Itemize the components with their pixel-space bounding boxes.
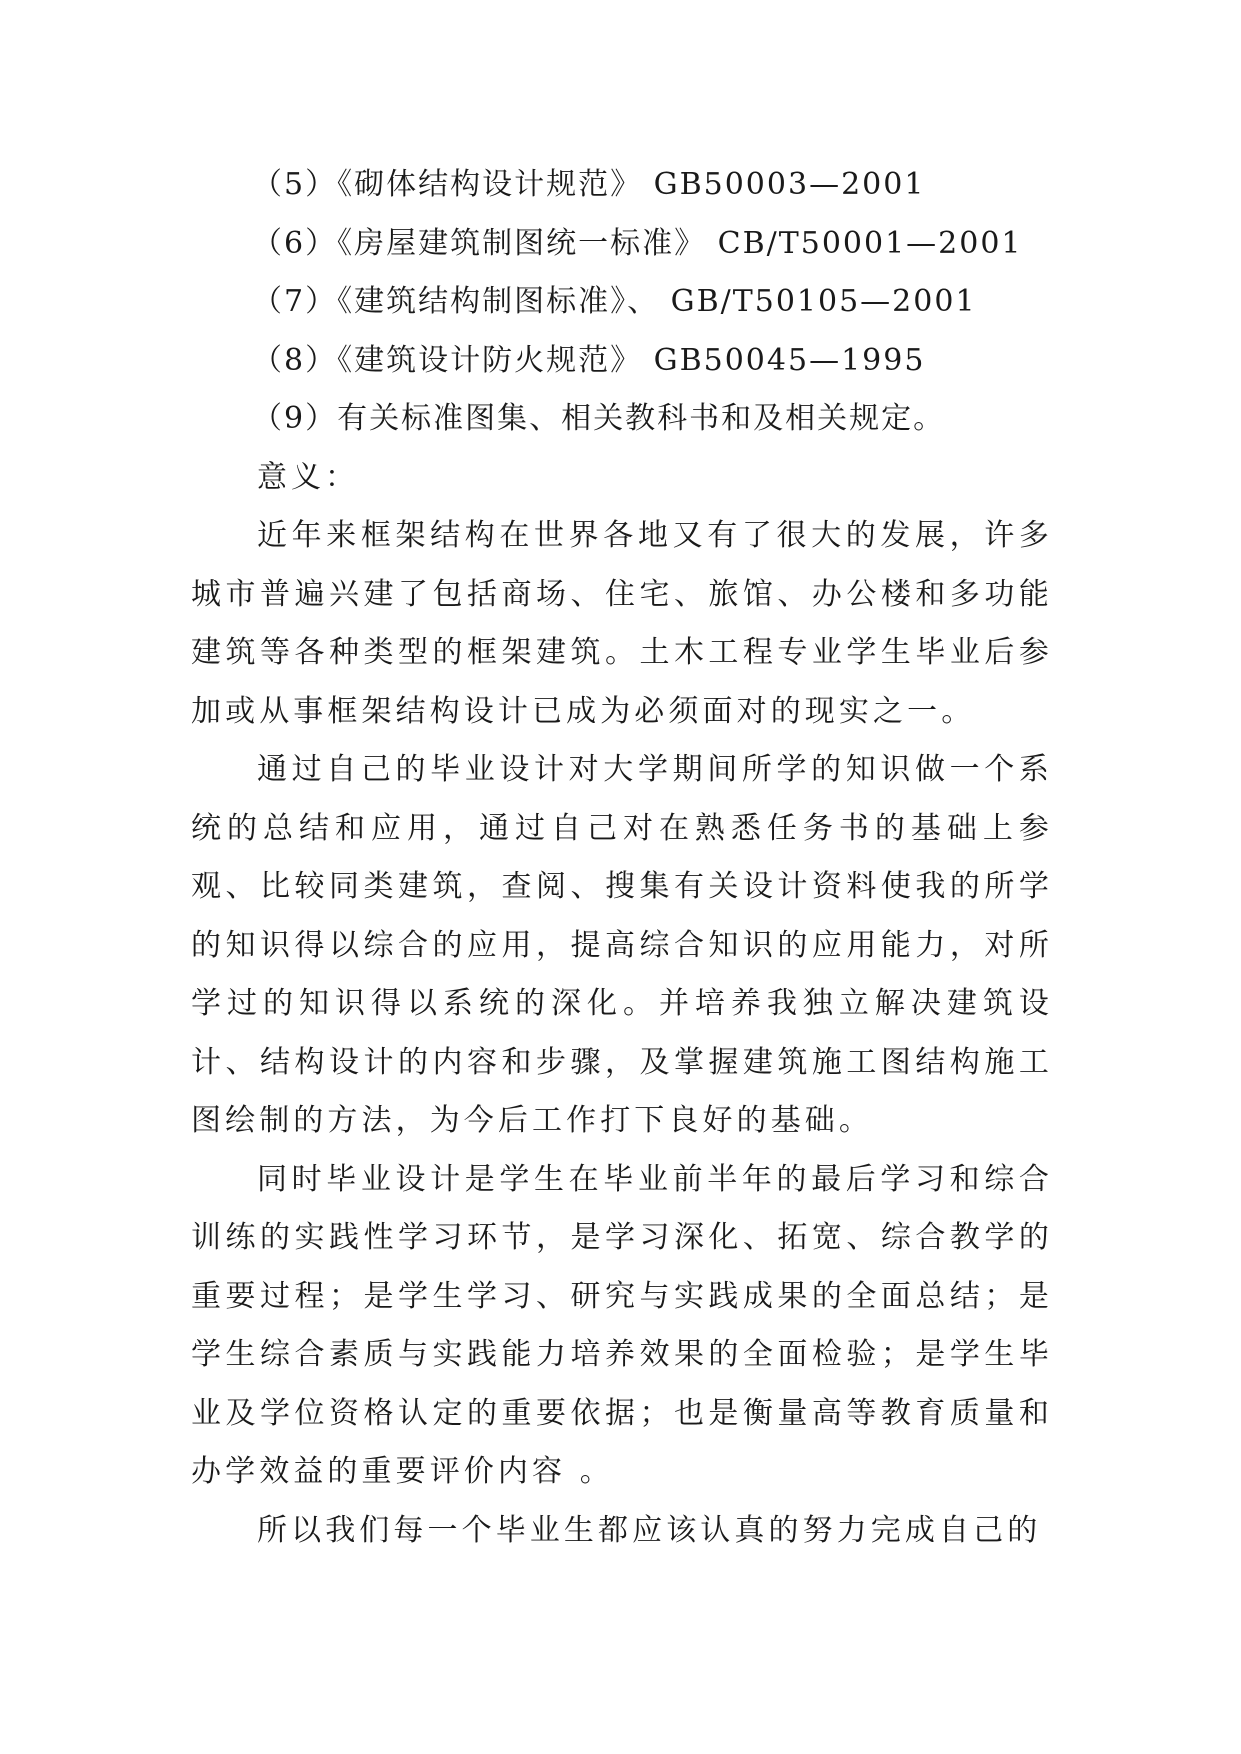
document-body — [191, 156, 1053, 1560]
reference-item-8: （8）《建筑设计防火规范》 GB50045—1995 — [252, 342, 926, 378]
reference-item-5: （5）《砌体结构设计规范》 GB50003—2001 — [252, 167, 926, 202]
paragraph-conclusion: 所以我们每一个毕业生都应该认真的努力完成自己的 — [257, 1512, 1042, 1548]
paragraph-framework-development: 近年来框架结构在世界各地又有了很大的发展，许多城市普遍兴建了包括商场、住宅、旅馆、办公楼和多功能建筑等各种类型的框架建筑。土木工程专业学生毕业后参加或从事框架结构设计已成为必须面对的现实之一。 — [191, 518, 1053, 729]
paragraph-design-summary: 通过自己的毕业设计对大学期间所学的知识做一个系统的总结和应用，通过自己对在熟悉任务书的基础上参观、比较同类建筑，查阅、搜集有关设计资料使我的所学的知识得以综合的应用，提高综合知识的应用能力，对所学过的知识得以系统的深化。并培养我独立解决建筑设计、结构设计的内容和步骤，及掌握建筑施工图结构施工图绘制的方法，为今后工作打下良好的基础。 — [191, 752, 1053, 1138]
significance-heading: 意义： — [257, 459, 359, 495]
reference-item-9: （9）有关标准图集、相关教科书和及相关规定。 — [252, 401, 946, 436]
reference-item-7: （7）《建筑结构制图标准》、 GB/T50105—2001 — [252, 284, 977, 319]
reference-item-6: （6）《房屋建筑制图统一标准》 CB/T50001—2001 — [252, 225, 1023, 261]
paragraph-design-importance: 同时毕业设计是学生在毕业前半年的最后学习和综合训练的实践性学习环节，是学习深化、拓宽、综合教学的重要过程；是学生学习、研究与实践成果的全面总结；是学生综合素质与实践能力培养效果的全面检验；是学生毕业及学位资格认定的重要依据；也是衡量高等教育质量和办学效益的重要评价内容 。 — [191, 1161, 1053, 1489]
